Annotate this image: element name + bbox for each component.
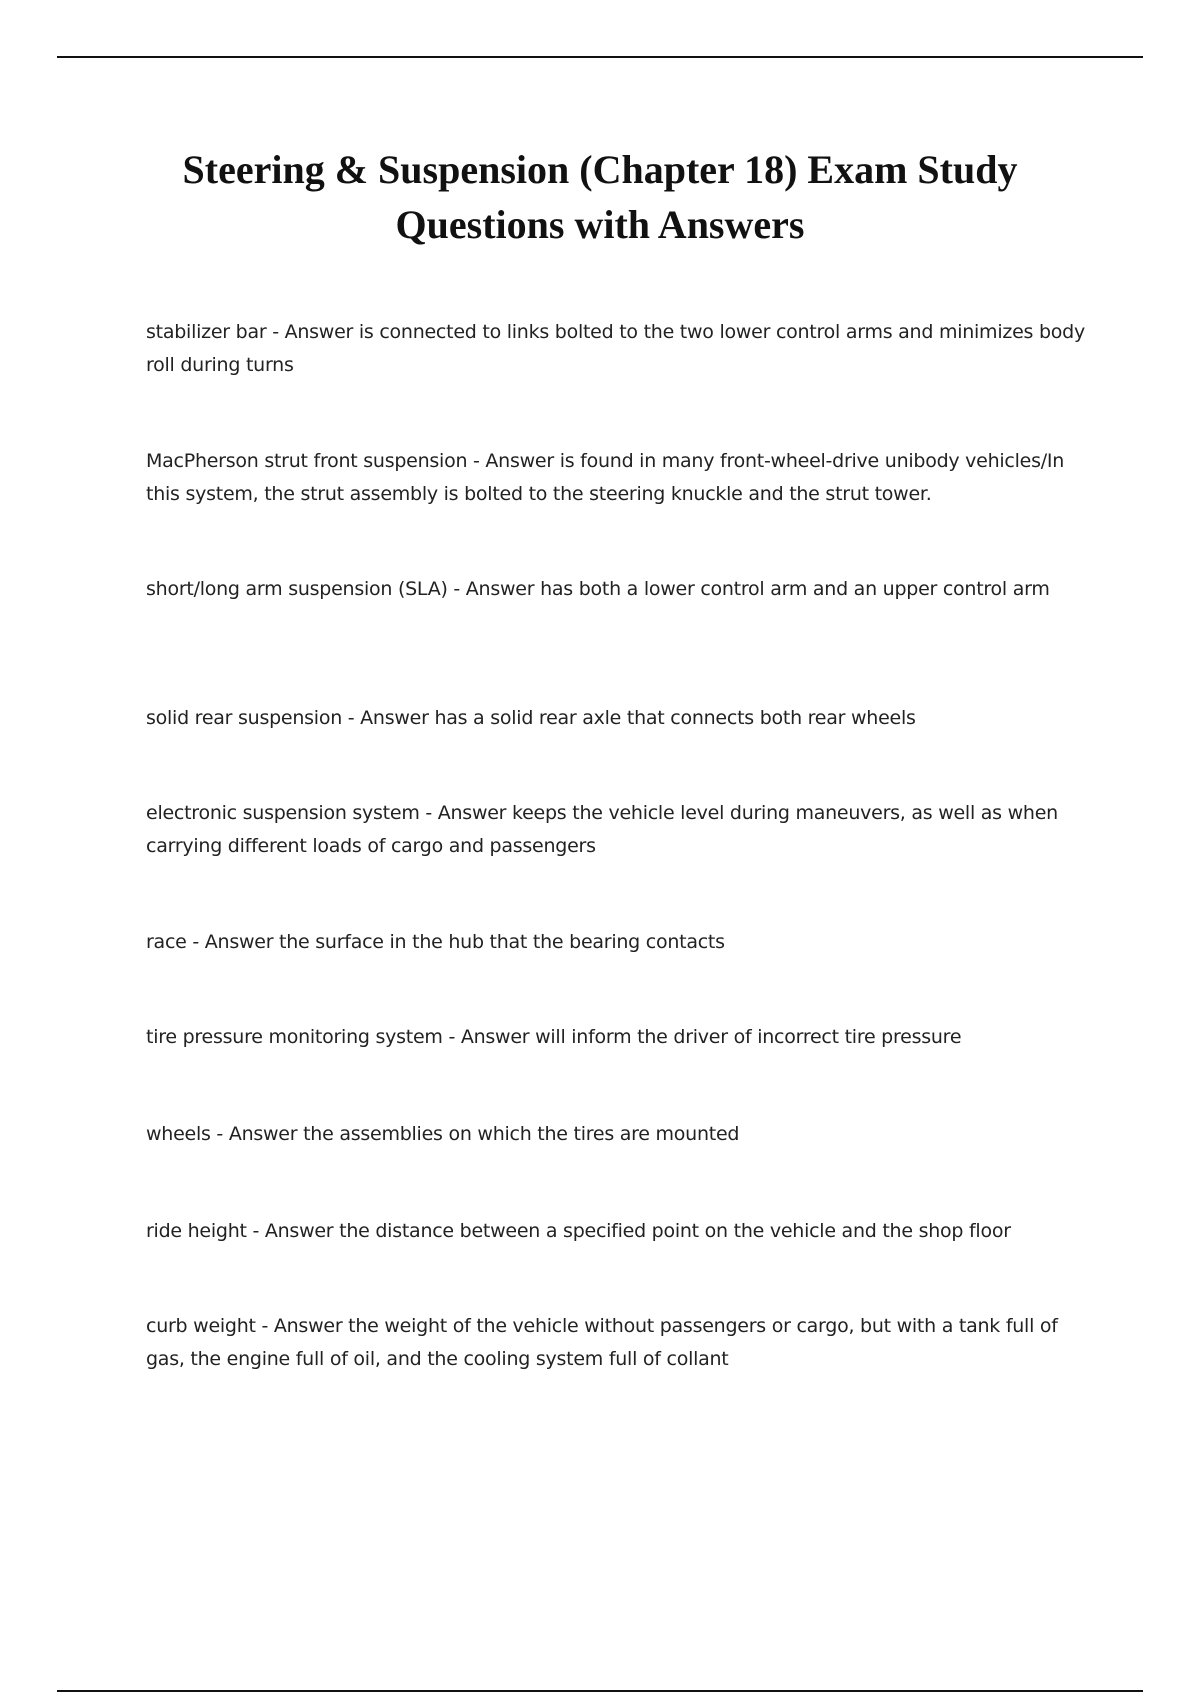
qa-entry: stabilizer bar - Answer is connected to links bolted to the two lower control arms and minimizes body roll during turns — [146, 321, 1085, 376]
qa-entry: solid rear suspension - Answer has a solid rear axle that connects both rear wheels — [146, 707, 916, 729]
qa-entry: MacPherson strut front suspension - Answer is found in many front-wheel-drive unibody vehicles/In this system, the strut assembly is bolted to the steering knuckle and the strut tower. — [146, 450, 1065, 505]
top-divider — [57, 56, 1143, 58]
qa-entry: tire pressure monitoring system - Answer will inform the driver of incorrect tire pressure — [146, 1026, 962, 1048]
qa-entry: curb weight - Answer the weight of the vehicle without passengers or cargo, but with a tank full of gas, the engine full of oil, and the cooling system full of collant — [146, 1315, 1058, 1370]
qa-entry: wheels - Answer the assemblies on which the tires are mounted — [146, 1123, 740, 1145]
bottom-divider — [57, 1690, 1143, 1692]
qa-entry: ride height - Answer the distance between a specified point on the vehicle and the shop floor — [146, 1220, 1011, 1242]
qa-entry: race - Answer the surface in the hub that the bearing contacts — [146, 931, 725, 953]
qa-entry: electronic suspension system - Answer keeps the vehicle level during maneuvers, as well as when carrying different loads of cargo and passengers — [146, 802, 1058, 857]
qa-entry: short/long arm suspension (SLA) - Answer has both a lower control arm and an upper control arm — [146, 578, 1050, 600]
document-title: Steering & Suspension (Chapter 18) Exam Study Questions with Answers — [182, 147, 1018, 247]
